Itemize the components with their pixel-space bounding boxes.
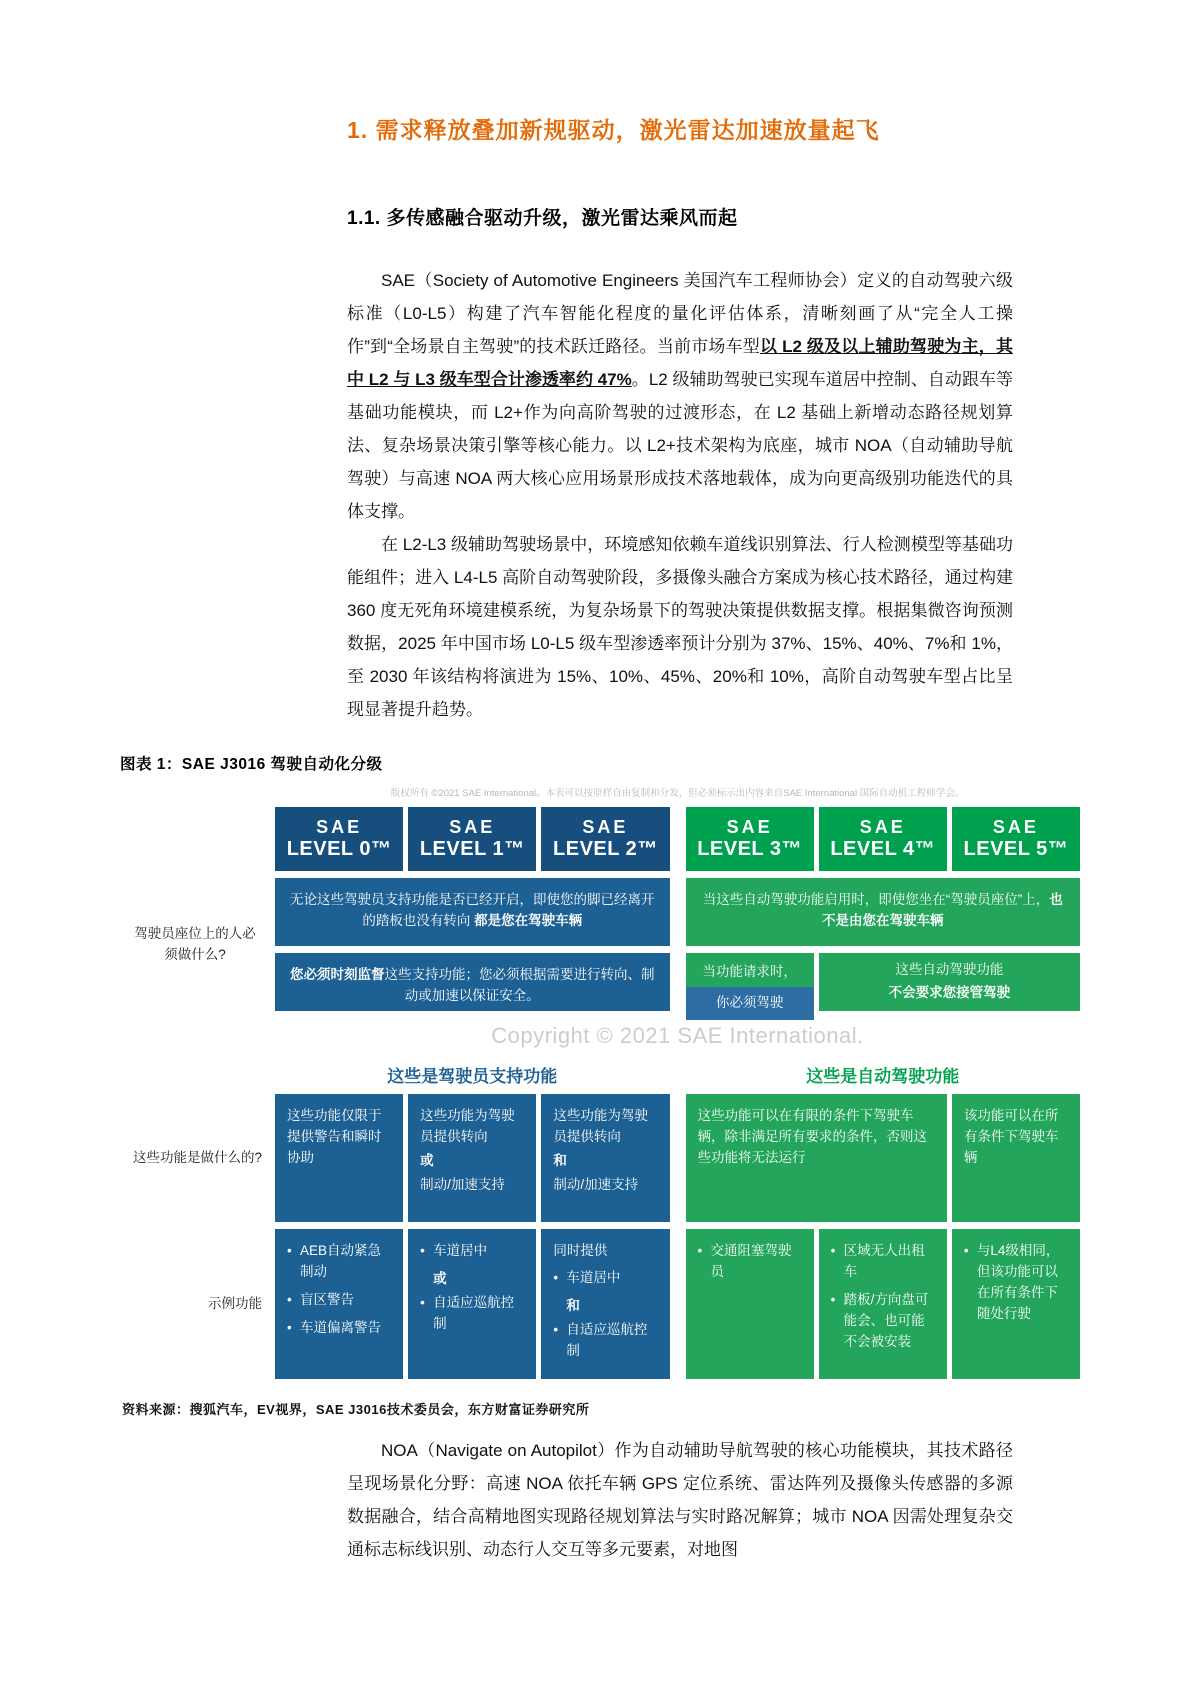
cell-levels-3-5-not-you-driving	[686, 878, 1081, 946]
row-label-what-functions-do: 这些功能是做什么的?	[132, 1149, 262, 1165]
section-heading: 1. 需求释放叠加新规驱动，激光雷达加速放量起飞	[347, 117, 880, 143]
sae-brand-label: SAE	[316, 817, 363, 837]
example-lane-centering: • 车道居中	[553, 1268, 657, 1289]
l45-emphasis: 不会要求您接管驾驶	[888, 985, 1011, 1000]
subsection-heading: 1.1. 多传感融合驱动升级，激光雷达乘风而起	[347, 208, 738, 229]
seat-blue-emphasis: 都是您在驾驶车辆	[474, 912, 583, 928]
sae-level-3-label: LEVEL 3™	[697, 838, 802, 860]
example-blind-spot-warning: • 盲区警告	[287, 1290, 391, 1311]
cell-examples-level-4	[819, 1229, 947, 1379]
cell-what-level-0: 这些功能仅限于提供警告和瞬时协助	[275, 1094, 403, 1222]
sae-brand-label: SAE	[859, 817, 906, 837]
sae-level-4-header	[819, 807, 947, 871]
cell-what-levels-3-4: 这些功能可以在有限的条件下驾驶车辆，除非满足所有要求的条件，否则这些功能将无法运行	[686, 1094, 947, 1222]
group-label-automated-driving: 这些是自动驾驶功能	[806, 1066, 960, 1086]
sae-j3016-figure	[120, 782, 1080, 1389]
l45-text: 这些自动驾驶功能	[895, 962, 1004, 978]
key-claim-underlined: 以 L2 级及以上辅助驾驶为主，其中 L2 与 L3 级车型合计渗透率约 47%	[347, 337, 1013, 389]
what-l2-text: 这些功能为驾驶员提供转向	[553, 1108, 648, 1144]
cell-levels-0-2-must-supervise	[275, 953, 670, 1011]
example-local-driverless-taxi: • 区域无人出租车	[831, 1241, 935, 1283]
paragraph-2: 在 L2-L3 级辅助驾驶场景中，环境感知依赖车道线识别算法、行人检测模型等基础功能组件；进入 L4-L5 高阶自动驾驶阶段，多摄像头融合方案成为核心技术路径，通过构建 360 度无死角环境建模系统，为复杂场景下的驾驶决策提供数据支撑。根据集微咨询预测数据，2025 年中国市场 L0-L5 级车型渗透率预计分别为 37%、15%、40%、7%和 1%，至 2030 年该结构将演进为 15%、10%、45%、20%和 10%，高阶自动驾驶车型占比呈现显著提升趋势。	[347, 535, 1013, 719]
cell-what-level-5: 该功能可以在所有条件下驾驶车辆	[952, 1094, 1080, 1222]
sae-watermark: Copyright © 2021 SAE International.	[491, 1023, 864, 1048]
sae-brand-label: SAE	[449, 817, 496, 837]
cell-examples-level-2	[541, 1229, 669, 1379]
cell-what-level-2	[541, 1094, 669, 1222]
example-traffic-jam-chauffeur: • 交通阻塞驾驶员	[698, 1241, 802, 1283]
sae-level-1-label: LEVEL 1™	[419, 838, 525, 860]
sae-level-0-header	[275, 807, 403, 871]
sae-level-3-header	[686, 807, 814, 871]
example-adaptive-cruise: • 自适应巡航控制	[420, 1293, 524, 1335]
paragraph-1-lead: SAE（Society of Automotive Engineers 美国汽车工程师协会）定义的自动驾驶六级标准（L0-L5）构建了汽车智能化程度的量化评估体系，清晰刻画了从“完全人工操作”到“全场景自主驾驶”的技术跃迁路径。当前市场车型	[347, 271, 1013, 356]
group-label-driver-support: 这些是驾驶员支持功能	[387, 1066, 558, 1086]
what-l2-and: 和	[553, 1152, 567, 1168]
sae-level-5-header	[952, 807, 1080, 871]
cell-examples-level-1	[408, 1229, 536, 1379]
example-pedals-optional: • 踏板/方向盘可能会、也可能不会被安装	[831, 1290, 935, 1353]
cell-level-3-when-requested	[686, 953, 814, 1011]
paragraph-1-rest: 。L2 级辅助驾驶已实现车道居中控制、自动跟车等基础功能模块，而 L2+作为向高阶驾驶的过渡形态，在 L2 基础上新增动态路径规划算法、复杂场景决策引擎等核心能力。以 L2+技术架构为底座，城市 NOA（自动辅助导航驾驶）与高速 NOA 两大核心应用场景形成技术落地载体，成为向更高级别功能迭代的具体支撑。	[347, 370, 1013, 521]
what-l2-text2: 制动/加速支持	[553, 1176, 639, 1192]
cell-what-level-1	[408, 1094, 536, 1222]
sae-level-0-label: LEVEL 0™	[286, 838, 392, 860]
example-same-as-l4-everywhere: • 与L4级相同，但该功能可以在所有条件下随处行驶	[964, 1241, 1068, 1325]
row-label-example-functions: 示例功能	[208, 1295, 262, 1311]
what-l1-text2: 制动/加速支持	[420, 1176, 505, 1192]
sae-levels-table	[120, 782, 1080, 1379]
example-lane-centering: • 车道居中	[420, 1241, 524, 1262]
sae-level-4-label: LEVEL 4™	[830, 838, 936, 860]
what-l1-or: 或	[420, 1152, 434, 1168]
paragraph-3: NOA（Navigate on Autopilot）作为自动辅助导航驾驶的核心功能模块，其技术路径呈现场景化分野：高速 NOA 依托车辆 GPS 定位系统、雷达阵列及摄像头传感器的多源数据融合，结合高精地图实现路径规划算法与实时路况解算；城市 NOA 因需处理复杂交通标志标线识别、动态行人交互等多元要素，对地图	[347, 1441, 1013, 1559]
example-lane-departure-warning: • 车道偏离警告	[287, 1318, 391, 1339]
sae-level-2-header	[541, 807, 669, 871]
cell-examples-level-5	[952, 1229, 1080, 1379]
cell-levels-0-2-you-drive	[275, 878, 670, 946]
sae-level-5-label: LEVEL 5™	[963, 838, 1069, 860]
seat-green-emphasis: 也不是由您在驾驶车辆	[822, 892, 1063, 928]
row-label-driver-seat: 驾驶员座位上的人必须做什么?	[134, 926, 256, 962]
seat-green-text: 当这些自动驾驶功能启用时，即使您坐在“驾驶员座位”上，	[702, 892, 1050, 907]
cell-examples-level-3	[686, 1229, 814, 1379]
seat-blue-text: 无论这些驾驶员支持功能是否已经开启，即使您的脚已经离开的踏板也没有转向	[290, 892, 655, 928]
sae-brand-label: SAE	[582, 817, 629, 837]
source-note: 资料来源：搜狐汽车，EV视界，SAE J3016技术委员会，东方财富证券研究所	[122, 1402, 590, 1417]
example-l1-or: 或	[433, 1270, 447, 1286]
example-aeb: • AEB自动紧急制动	[287, 1241, 391, 1283]
what-l1-text: 这些功能为驾驶员提供转向	[420, 1108, 515, 1144]
sae-brand-label: SAE	[726, 817, 773, 837]
cell-levels-4-5-no-takeover	[819, 953, 1080, 1011]
monitor-text: 这些支持功能；您必须根据需要进行转向、制动或加速以保证安全。	[384, 967, 655, 1003]
example-adaptive-cruise: • 自适应巡航控制	[553, 1320, 657, 1362]
sae-brand-label: SAE	[992, 817, 1039, 837]
example-l2-and: 和	[566, 1297, 580, 1313]
level-3-must-drive-strip: 你必须驾驶	[686, 987, 814, 1020]
sae-level-1-header	[408, 807, 536, 871]
paragraph-1	[347, 264, 1013, 528]
example-l2-lead: 同时提供	[553, 1243, 608, 1258]
cell-examples-level-0	[275, 1229, 403, 1379]
sae-copyright-note: 版权所有 ©2021 SAE International。本表可以按原样自由复制和分发，但必须标示出内容来自SAE International 国际自动机工程师学会。	[390, 787, 965, 799]
level-3-request-text: 当功能请求时，	[702, 964, 797, 979]
sae-level-2-label: LEVEL 2™	[553, 838, 658, 860]
figure-caption: 图表 1：SAE J3016 驾驶自动化分级	[120, 756, 383, 773]
monitor-emphasis: 您必须时刻监督	[290, 967, 385, 982]
